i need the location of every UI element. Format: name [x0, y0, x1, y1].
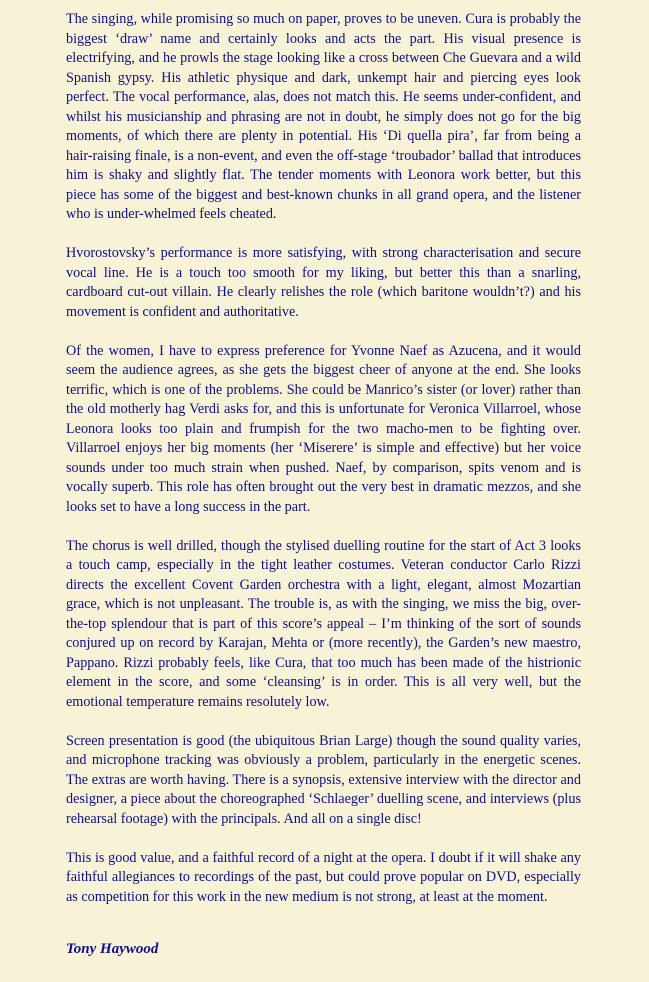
- paragraph-singing-cura: The singing, while promising so much on paper, proves to be uneven. Cura is probably the biggest ‘draw’ name and certainly looks and acts the part. His visual presence is electrifying, and he prowls the stage looking like a cross between Che Guevara and a wild Spanish gypsy. His athletic physique and dark, unkempt hair and piercing eyes look perfect. The vocal performance, alas, does not match this. He seems under-confident, and whilst his musicianship and phrasing are not in doubt, he simply does not go for the big moments, of which there are plenty in potential. His ‘Di quella pira’, far from being a hair-raising finale, is a non-event, and even the off-stage ‘troubador’ ballad that introduces him is shaky and slightly flat. The tender moments with Leonora work better, but this piece has some of the biggest and best-known chunks in all grand opera, and the listener who is under-whelmed feels cheated.: [66, 11, 581, 222]
- paragraph-women: Of the women, I have to express preference for Yvonne Naef as Azucena, and it would seem the audience agrees, as she gets the biggest cheer of anyone at the end. She looks terrific, which is one of the problems. She could be Manrico’s sister (or lover) rather than the old motherly hag Verdi asks for, and this is unfortunate for Veronica Villarroel, whose Leonora looks too plain and frumpish for the two macho-men to be fighting over. Villarroel enjoys her big moments (her ‘Miserere’ is simple and effective) but her voice sounds under too much strain when pushed. Naef, by comparison, spits venom and is vocally superb. This role has often brought out the very best in dramatic mezzos, and she looks set to have a long success in the part.: [66, 342, 581, 515]
- paragraph-screen-presentation: Screen presentation is good (the ubiquitous Brian Large) though the sound quality varies, and microphone tracking was obviously a problem, particularly in the energetic scenes. The extras are worth having. There is a synopsis, extensive interview with the director and designer, a piece about the choreographed ‘Schlaeger’ duelling scene, and interviews (plus rehearsal footage) with the principals. And all on a single disc!: [66, 732, 581, 827]
- paragraph-chorus-orchestra: The chorus is well drilled, though the stylised duelling routine for the start of Act 3 looks a touch camp, especially in the tight leather costumes. Veteran conductor Carlo Rizzi directs the excellent Covent Garden orchestra with a light, elegant, almost Mozartian grace, which is not unpleasant. The trouble is, as with the singing, we miss the big, over-the-top splendour that is part of this score’s appeal – I’m thinking of the sort of sounds conjured up on record by Karajan, Mehta or (more recently), the Garden’s new maestro, Pappano. Rizzi probably feels, like Cura, that too much has been made of the histrionic element in the score, and some ‘cleansing’ is in order. This is all very well, but the emotional temperature remains resolutely low.: [66, 537, 581, 710]
- paragraph-hvorostovsky: Hvorostovsky’s performance is more satisfying, with strong characterisation and secure vocal line. He is a touch too smooth for my liking, but better this than a snarling, cardboard cut-out villain. He clearly relishes the role (which baritone wouldn’t?) and his movement is confident and authoritative.: [66, 245, 581, 320]
- paragraph-value: This is good value, and a faithful record of a night at the opera. I doubt if it will shake any faithful allegiances to recordings of the past, but could prove popular on DVD, especially as competition for this work in the new medium is not strong, at least at the moment.: [66, 849, 581, 905]
- author-signature: Tony Haywood: [66, 941, 159, 957]
- review-article: [66, 10, 581, 927]
